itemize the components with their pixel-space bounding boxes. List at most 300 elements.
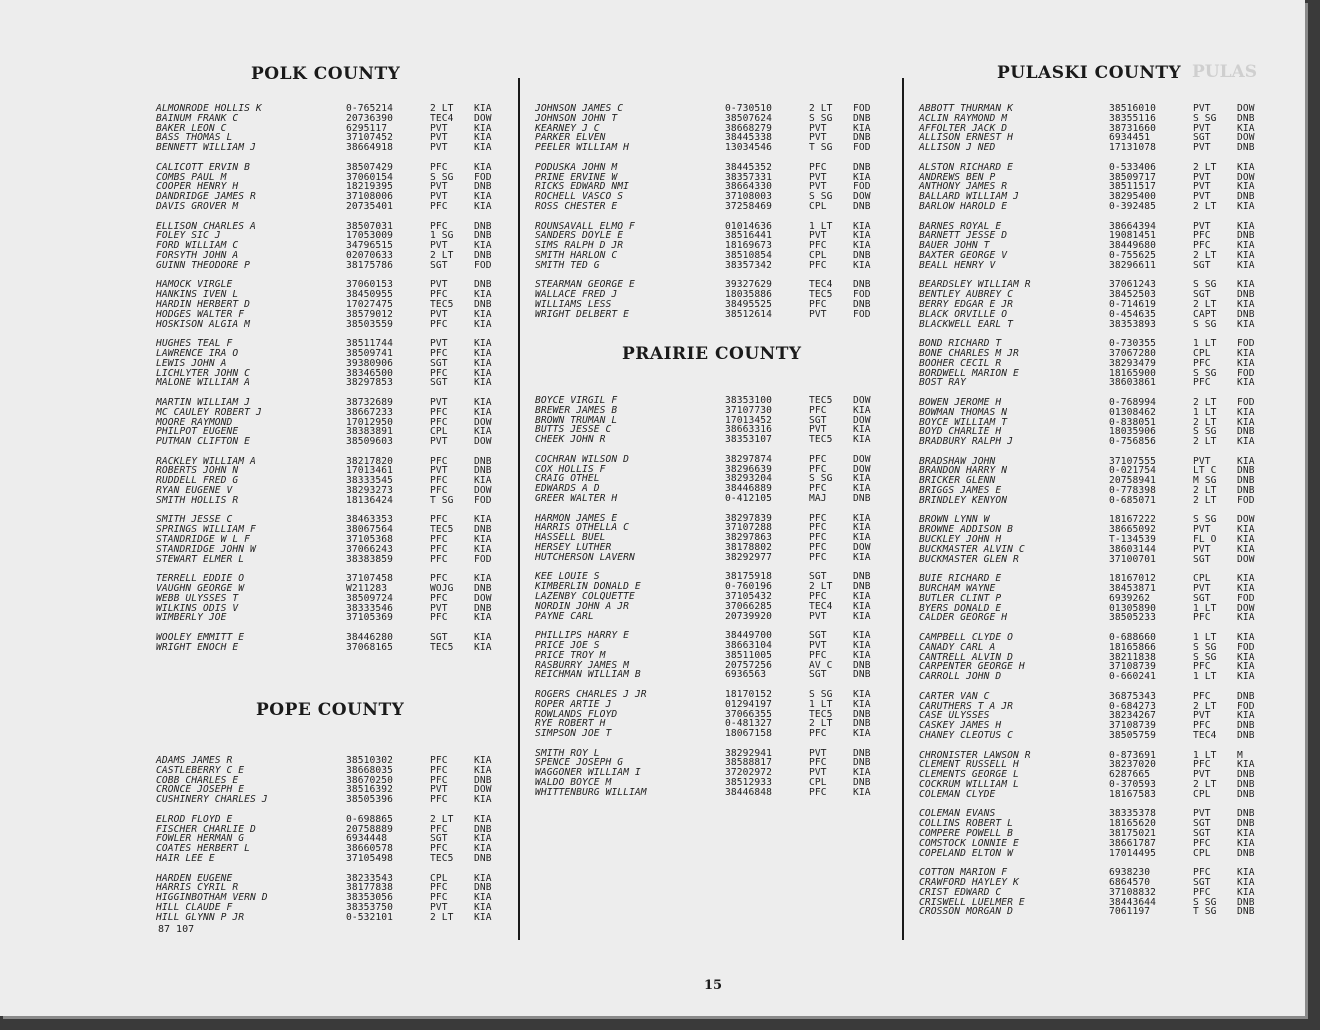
casualty-status: KIA: [853, 473, 871, 485]
casualty-rank: CPL: [809, 249, 827, 261]
casualty-serial: 17012950: [346, 416, 394, 428]
casualty-name: BOST RAY: [919, 377, 967, 389]
casualty-status: DNB: [474, 220, 492, 232]
casualty-status: KIA: [1237, 543, 1255, 555]
casualty-name: BUIE RICHARD E: [919, 573, 1002, 585]
casualty-name: BURCHAM WAYNE: [919, 583, 996, 595]
casualty-serial: 18169673: [725, 240, 773, 252]
casualty-rank: PFC: [430, 892, 448, 904]
casualty-serial: 38665092: [1109, 524, 1157, 536]
casualty-serial: 38296639: [725, 463, 773, 475]
casualty-name: BALLARD WILLIAM J: [919, 191, 1019, 203]
casualty-serial: 38511744: [346, 338, 394, 350]
casualty-status: KIA: [1237, 318, 1255, 330]
casualty-name: BREWER JAMES B: [535, 404, 618, 416]
casualty-status: DNB: [474, 583, 492, 595]
casualty-serial: 38732689: [346, 396, 394, 408]
casualty-status: KIA: [1237, 612, 1255, 624]
casualty-name: RUDDELL FRED G: [156, 475, 239, 487]
casualty-rank: PFC: [809, 453, 827, 465]
casualty-name: HARMON JAMES E: [535, 512, 618, 524]
casualty-status: DNB: [853, 298, 871, 310]
casualty-name: LAZENBY COLQUETTE: [535, 590, 635, 602]
casualty-status: KIA: [474, 475, 492, 487]
casualty-status: KIA: [1237, 279, 1255, 291]
casualty-serial: 38297839: [725, 512, 773, 524]
casualty-serial: 38516392: [346, 784, 394, 796]
casualty-name: BAXTER GEORGE V: [919, 249, 1008, 261]
casualty-status: DNB: [1237, 769, 1255, 781]
casualty-name: CLEMENTS GEORGE L: [919, 769, 1019, 781]
casualty-name: ROCHELL VASCO S: [535, 191, 624, 203]
casualty-status: KIA: [1237, 416, 1255, 428]
casualty-rank: PFC: [1193, 230, 1211, 242]
casualty-rank: SGT: [430, 377, 448, 389]
casualty-rank: 1 LT: [1193, 632, 1217, 644]
casualty-name: CRISWELL LUELMER E: [919, 896, 1025, 908]
casualty-name: JOHNSON JOHN T: [535, 112, 618, 124]
casualty-status: KIA: [853, 590, 871, 602]
casualty-name: GUINN THEODORE P: [156, 259, 251, 271]
casualty-status: DNB: [1237, 788, 1255, 800]
casualty-status: KIA: [474, 641, 492, 653]
casualty-name: BERRY EDGAR E JR: [919, 298, 1014, 310]
casualty-status: DNB: [853, 669, 871, 681]
casualty-serial: 37061243: [1109, 279, 1157, 291]
casualty-rank: 2 LT: [1193, 161, 1217, 173]
casualty-status: KIA: [853, 639, 871, 651]
casualty-rank: S SG: [809, 191, 833, 203]
casualty-status: KIA: [853, 259, 871, 271]
casualty-name: BRANDON HARRY N: [919, 465, 1008, 477]
bleed-through-heading: PULAS: [1192, 62, 1258, 82]
casualty-serial: 19081451: [1109, 230, 1157, 242]
casualty-name: ROUNSAVALL ELMO F: [535, 220, 635, 232]
casualty-rank: S SG: [430, 171, 454, 183]
casualty-serial: 38512614: [725, 308, 773, 320]
casualty-rank: 2 LT: [809, 103, 833, 114]
casualty-status: DNB: [474, 455, 492, 467]
casualty-rank: PVT: [430, 132, 448, 144]
casualty-rank: PVT: [430, 240, 448, 252]
casualty-rank: CPL: [809, 200, 827, 212]
casualty-rank: PVT: [1193, 583, 1211, 595]
casualty-status: KIA: [474, 132, 492, 144]
casualty-rank: PVT: [430, 308, 448, 320]
casualty-rank: 2 LT: [430, 103, 454, 114]
casualty-name: COCKRUM WILLIAM L: [919, 778, 1019, 790]
casualty-status: FOD: [1237, 396, 1255, 408]
casualty-status: KIA: [853, 434, 871, 446]
casualty-serial: 0-481327: [725, 718, 773, 730]
casualty-rank: 1 LT: [1193, 406, 1217, 418]
casualty-rank: S SG: [1193, 651, 1217, 663]
casualty-rank: S SG: [1193, 426, 1217, 438]
casualty-rank: PVT: [430, 122, 448, 134]
casualty-serial: 38668035: [346, 764, 394, 776]
casualty-rank: 2 LT: [1193, 494, 1217, 506]
column-divider-left: [518, 78, 520, 940]
casualty-serial: 39327629: [725, 279, 773, 291]
casualty-serial: 38449700: [725, 630, 773, 642]
casualty-status: KIA: [474, 755, 492, 766]
casualty-status: DNB: [853, 161, 871, 173]
casualty-status: KIA: [1237, 573, 1255, 585]
casualty-status: KIA: [474, 191, 492, 203]
casualty-status: DOW: [474, 436, 492, 448]
casualty-status: KIA: [1237, 249, 1255, 261]
casualty-rank: TEC5: [809, 708, 833, 720]
casualty-serial: 38505396: [346, 794, 394, 806]
casualty-serial: 38296611: [1109, 259, 1157, 271]
casualty-rank: CPL: [1193, 847, 1211, 859]
casualty-name: COLLINS ROBERT L: [919, 818, 1014, 830]
casualty-name: PEELER WILLIAM H: [535, 142, 630, 154]
casualty-status: KIA: [1237, 710, 1255, 722]
casualty-serial: W211283: [346, 583, 388, 595]
casualty-name: CHEEK JOHN R: [535, 434, 606, 446]
casualty-name: CANADY CARL A: [919, 641, 996, 653]
casualty-name: PRICE JOE S: [535, 639, 600, 651]
casualty-name: COOPER HENRY H: [156, 181, 239, 193]
casualty-rank: 1 LT: [1193, 602, 1217, 614]
casualty-name: BRICKER GLENN: [919, 475, 996, 487]
casualty-status: KIA: [474, 200, 492, 212]
casualty-name: NORDIN JOHN A JR: [535, 600, 630, 612]
casualty-rank: PFC: [430, 455, 448, 467]
casualty-serial: 37108006: [346, 191, 394, 203]
casualty-status: KIA: [474, 911, 492, 923]
casualty-name: FOWLER HERMAN G: [156, 833, 245, 845]
casualty-status: DNB: [474, 524, 492, 536]
casualty-serial: 38603861: [1109, 377, 1157, 389]
casualty-rank: PVT: [809, 639, 827, 651]
casualty-serial: 37107730: [725, 404, 773, 416]
casualty-serial: 0-392485: [1109, 200, 1157, 212]
casualty-status: KIA: [474, 289, 492, 301]
casualty-name: CROSSON MORGAN D: [919, 906, 1014, 918]
casualty-status: DNB: [853, 659, 871, 671]
casualty-serial: 20736390: [346, 112, 394, 124]
casualty-serial: 0-760196: [725, 581, 773, 593]
casualty-serial: 38295400: [1109, 191, 1157, 203]
casualty-rank: PFC: [1193, 759, 1211, 771]
casualty-serial: 38516441: [725, 230, 773, 242]
casualty-name: CALICOTT ERVIN B: [156, 161, 251, 173]
casualty-rank: PVT: [809, 181, 827, 193]
casualty-status: DNB: [853, 279, 871, 291]
casualty-serial: 0-021754: [1109, 465, 1157, 477]
casualty-name: SANDERS DOYLE E: [535, 230, 624, 242]
casualty-rank: CAPT: [1193, 308, 1217, 320]
casualty-name: BOYD CHARLIE H: [919, 426, 1002, 438]
casualty-serial: 38446280: [346, 632, 394, 644]
casualty-status: KIA: [853, 532, 871, 544]
casualty-name: BENNETT WILLIAM J: [156, 142, 256, 154]
casualty-name: STANDRIDGE JOHN W: [156, 543, 256, 555]
casualty-name: HASSELL BUEL: [535, 532, 606, 544]
casualty-rank: PFC: [430, 534, 448, 546]
casualty-rank: 1 LT: [809, 698, 833, 710]
casualty-status: KIA: [474, 534, 492, 546]
casualty-status: KIA: [474, 794, 492, 806]
casualty-serial: 38509603: [346, 436, 394, 448]
casualty-status: KIA: [853, 171, 871, 183]
casualty-serial: 38670250: [346, 774, 394, 786]
casualty-serial: 17053009: [346, 230, 394, 242]
casualty-rank: PFC: [1193, 377, 1211, 389]
casualty-status: DNB: [1237, 475, 1255, 487]
casualty-name: MALONE WILLIAM A: [156, 377, 251, 389]
casualty-rank: PVT: [809, 767, 827, 779]
casualty-status: KIA: [1237, 827, 1255, 839]
casualty-rank: PVT: [809, 424, 827, 436]
casualty-status: DNB: [1237, 906, 1255, 918]
casualty-serial: 38503559: [346, 318, 394, 330]
casualty-rank: PVT: [430, 901, 448, 913]
casualty-name: PARKER ELVEN: [535, 132, 606, 144]
casualty-name: SPRINGS WILLIAM F: [156, 524, 256, 536]
casualty-name: COATES HERBERT L: [156, 843, 251, 855]
casualty-rank: SGT: [1193, 592, 1211, 604]
casualty-name: BARLOW HAROLD E: [919, 200, 1008, 212]
casualty-name: BASS THOMAS L: [156, 132, 233, 144]
casualty-status: KIA: [474, 308, 492, 320]
casualty-status: KIA: [853, 551, 871, 563]
casualty-status: KIA: [853, 610, 871, 622]
casualty-rank: TEC5: [430, 298, 454, 310]
casualty-rank: PFC: [430, 823, 448, 835]
casualty-serial: 6934448: [346, 833, 388, 845]
casualty-serial: 38661787: [1109, 837, 1157, 849]
casualty-rank: PFC: [1193, 661, 1211, 673]
casualty-status: KIA: [1237, 259, 1255, 271]
casualty-name: BUCKMASTER GLEN R: [919, 553, 1019, 565]
casualty-serial: 0-730355: [1109, 338, 1157, 350]
casualty-status: DNB: [853, 757, 871, 769]
casualty-rank: T SG: [1193, 906, 1217, 918]
casualty-status: DNB: [1237, 230, 1255, 242]
casualty-name: COLEMAN EVANS: [919, 808, 996, 820]
casualty-name: BUCKMASTER ALVIN C: [919, 543, 1025, 555]
casualty-serial: 6864570: [1109, 876, 1151, 888]
casualty-serial: 38446848: [725, 786, 773, 798]
casualty-serial: 17013461: [346, 465, 394, 477]
casualty-status: DNB: [1237, 485, 1255, 497]
casualty-serial: 38175021: [1109, 827, 1157, 839]
casualty-rank: PVT: [430, 181, 448, 193]
casualty-name: BUCKLEY JOHN H: [919, 534, 1002, 546]
casualty-rank: PFC: [1193, 690, 1211, 702]
casualty-status: KIA: [1237, 867, 1255, 879]
casualty-name: BARNETT JESSE D: [919, 230, 1008, 242]
casualty-serial: 38663104: [725, 639, 773, 651]
casualty-rank: 2 LT: [430, 249, 454, 261]
casualty-status: FOD: [853, 103, 871, 114]
casualty-rank: CPL: [1193, 573, 1211, 585]
casualty-rank: PVT: [1193, 191, 1211, 203]
casualty-rank: PFC: [809, 757, 827, 769]
casualty-serial: 34796515: [346, 240, 394, 252]
casualty-name: BRADSHAW JOHN: [919, 455, 996, 467]
casualty-status: KIA: [474, 892, 492, 904]
casualty-serial: 0-755625: [1109, 249, 1157, 261]
casualty-name: ACLIN RAYMOND M: [919, 112, 1008, 124]
casualty-status: DNB: [1237, 720, 1255, 732]
casualty-name: VAUGHN GEORGE W: [156, 583, 245, 595]
casualty-name: DANDRIDGE JAMES R: [156, 191, 256, 203]
casualty-rank: SGT: [430, 833, 448, 845]
casualty-rank: M SG: [1193, 475, 1217, 487]
casualty-status: KIA: [853, 220, 871, 232]
casualty-serial: 6938230: [1109, 867, 1151, 879]
casualty-rank: PFC: [809, 649, 827, 661]
casualty-name: CRAWFORD HAYLEY K: [919, 876, 1019, 888]
casualty-rank: S SG: [809, 688, 833, 700]
casualty-status: FOD: [853, 308, 871, 320]
casualty-rank: 2 LT: [809, 718, 833, 730]
casualty-name: FORSYTH JOHN A: [156, 249, 239, 261]
casualty-serial: 38211838: [1109, 651, 1157, 663]
casualty-name: BOND RICHARD T: [919, 338, 1002, 350]
casualty-serial: 38353750: [346, 901, 394, 913]
casualty-serial: 38664918: [346, 142, 394, 154]
casualty-name: SMITH TED G: [535, 259, 600, 271]
casualty-serial: 38452503: [1109, 289, 1157, 301]
casualty-name: RASBURRY JAMES M: [535, 659, 630, 671]
casualty-rank: CPL: [809, 777, 827, 789]
casualty-rank: 2 LT: [430, 813, 454, 825]
casualty-status: KIA: [1237, 406, 1255, 418]
casualty-serial: 0-532101: [346, 911, 394, 923]
casualty-name: TERRELL EDDIE O: [156, 573, 245, 585]
casualty-serial: 18167222: [1109, 514, 1157, 526]
casualty-rank: PVT: [1193, 769, 1211, 781]
casualty-rank: PFC: [430, 318, 448, 330]
casualty-name: ADAMS JAMES R: [156, 755, 233, 766]
casualty-rank: PVT: [1193, 455, 1211, 467]
casualty-name: WAGGONER WILLIAM I: [535, 767, 641, 779]
casualty-serial: 37108739: [1109, 661, 1157, 673]
casualty-status: KIA: [474, 142, 492, 154]
casualty-status: KIA: [474, 367, 492, 379]
casualty-name: HERSEY LUTHER: [535, 541, 612, 553]
casualty-name: SPENCE JOSEPH G: [535, 757, 624, 769]
casualty-rank: PVT: [1193, 103, 1211, 114]
casualty-status: KIA: [474, 764, 492, 776]
casualty-rank: PVT: [430, 784, 448, 796]
casualty-rank: PFC: [809, 240, 827, 252]
casualty-serial: 0-873691: [1109, 749, 1157, 761]
casualty-rank: S SG: [809, 473, 833, 485]
casualty-rank: 1 LT: [809, 220, 833, 232]
casualty-name: ALLISON ERNEST H: [919, 132, 1014, 144]
casualty-name: ALSTON RICHARD E: [919, 161, 1014, 173]
casualty-serial: 0-765214: [346, 103, 394, 114]
casualty-name: COTTON MARION F: [919, 867, 1008, 879]
casualty-rank: CPL: [430, 872, 448, 884]
casualty-status: DOW: [1237, 132, 1255, 144]
casualty-status: DNB: [1237, 191, 1255, 203]
casualty-rank: MAJ: [809, 492, 827, 504]
casualty-serial: 38511005: [725, 649, 773, 661]
casualty-rank: PFC: [430, 543, 448, 555]
casualty-name: CALDER GEORGE H: [919, 612, 1008, 624]
casualty-serial: 38509717: [1109, 171, 1157, 183]
casualty-name: BOYCE WILLIAM T: [919, 416, 1008, 428]
casualty-rank: PFC: [809, 483, 827, 495]
casualty-name: WALDO BOYCE M: [535, 777, 612, 789]
casualty-name: WRIGHT ENOCH E: [156, 641, 239, 653]
casualty-serial: 01294197: [725, 698, 773, 710]
casualty-rank: S SG: [1193, 896, 1217, 908]
casualty-name: ROSS CHESTER E: [535, 200, 618, 212]
casualty-rank: PVT: [809, 132, 827, 144]
casualty-status: FOD: [474, 553, 492, 565]
heading-pope-county: POPE COUNTY: [256, 700, 405, 720]
casualty-name: COPELAND ELTON W: [919, 847, 1014, 859]
casualty-name: SMITH ROY L: [535, 747, 600, 759]
casualty-rank: 1 SG: [430, 230, 454, 242]
casualty-status: KIA: [853, 600, 871, 612]
casualty-serial: 37100701: [1109, 553, 1157, 565]
casualty-serial: 38663316: [725, 424, 773, 436]
casualty-rank: PVT: [430, 279, 448, 291]
casualty-rank: PVT: [1193, 220, 1211, 232]
casualty-serial: 37107555: [1109, 455, 1157, 467]
casualty-serial: 38509741: [346, 347, 394, 359]
casualty-serial: 38237020: [1109, 759, 1157, 771]
casualty-status: KIA: [474, 357, 492, 369]
casualty-name: CARUTHERS T A JR: [919, 700, 1014, 712]
casualty-rank: PFC: [1193, 240, 1211, 252]
casualty-status: DNB: [1237, 730, 1255, 741]
casualty-serial: 37107452: [346, 132, 394, 144]
casualty-status: KIA: [474, 122, 492, 134]
casualty-rank: T SG: [809, 142, 833, 154]
casualty-name: BAINUM FRANK C: [156, 112, 239, 124]
casualty-status: KIA: [474, 872, 492, 884]
casualty-rank: PVT: [809, 122, 827, 134]
casualty-name: KIMBERLIN DONALD E: [535, 581, 641, 593]
casualty-serial: 38505233: [1109, 612, 1157, 624]
casualty-status: KIA: [1237, 240, 1255, 252]
casualty-status: KIA: [1237, 759, 1255, 771]
casualty-name: WALLACE FRED J: [535, 289, 618, 301]
casualty-serial: 38333545: [346, 475, 394, 487]
casualty-name: CANTRELL ALVIN D: [919, 651, 1014, 663]
casualty-rank: S SG: [1193, 112, 1217, 124]
casualty-status: KIA: [1237, 651, 1255, 663]
casualty-rank: PVT: [430, 191, 448, 203]
casualty-status: DNB: [1237, 690, 1255, 702]
footer-code: 87 107: [158, 924, 195, 935]
casualty-status: DNB: [474, 279, 492, 291]
casualty-rank: PFC: [430, 774, 448, 786]
casualty-status: DOW: [1237, 514, 1255, 526]
casualty-status: KIA: [1237, 661, 1255, 673]
casualty-rank: PVT: [430, 602, 448, 614]
casualty-serial: 6939262: [1109, 592, 1151, 604]
casualty-serial: 37108003: [725, 191, 773, 203]
casualty-status: KIA: [853, 404, 871, 416]
casualty-name: BROWN TRUMAN L: [535, 414, 618, 426]
casualty-rank: 1 LT: [1193, 338, 1217, 350]
casualty-status: FOD: [853, 142, 871, 154]
casualty-status: KIA: [474, 843, 492, 855]
casualty-serial: 02070633: [346, 249, 394, 261]
casualty-rank: PFC: [809, 786, 827, 798]
